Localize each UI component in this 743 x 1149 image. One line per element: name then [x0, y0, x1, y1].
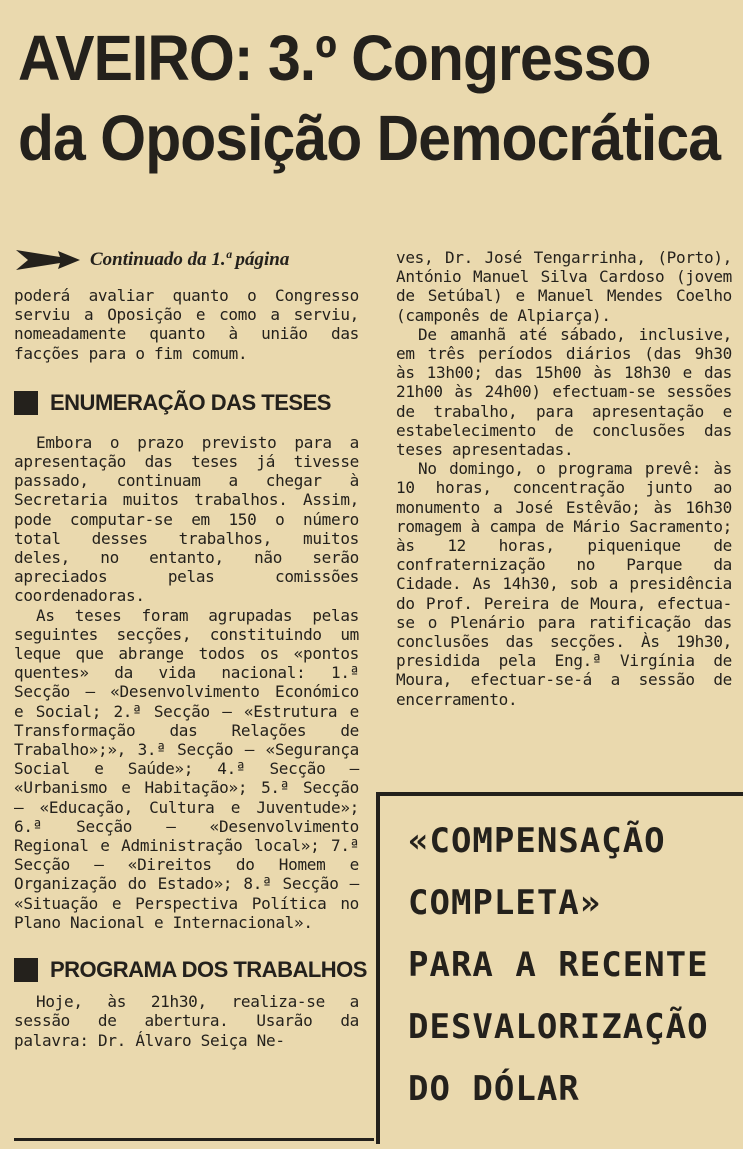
square-bullet-icon — [14, 391, 38, 415]
intro-paragraph: poderá avaliar quanto o Congresso serviu a Oposição e como a serviu, nomeadamente quanto à união das facções para o fim comum. — [14, 286, 359, 363]
section-title: ENUMERAÇÃO DAS TESES — [50, 389, 331, 415]
arrow-right-icon — [14, 247, 82, 273]
box-line-3: PARA A RECENTE — [408, 945, 709, 985]
right-paragraph-2: De amanhã até sábado, inclusive, em três períodos diários (das 9h30 às 13h00; das 15h00 às 18h30 e das 21h00 às 24h00) efectuam-se sessões de trabalho, para apresentação e estabelecimento de conclusões das teses apresentadas. — [396, 324, 732, 460]
left-column — [14, 240, 367, 1050]
theses-paragraph-2: As teses foram agrupadas pelas seguintes secções, constituindo um leque que abrange todos os «pontos quentes» da vida nacional: 1.ª Secção — «Desenvolvimento Económico e Social; 2.ª Secção — «Estrutura e Transformação das Relações de Trabalho»;», 3.ª Secção — «Segurança Social e Saúde»; 4.ª Secção — «Urbanismo e Habitação»; 5.ª Secção — «Educação, Cultura e Juventude»; 6.ª Secção — «Desenvolvimento Regional e Administração local»; 7.ª Secção — «Direitos do Homem e Organização do Estado»; 8.ª Secção — «Situação e Perspectiva Política no Plano Nacional e Internacional». — [14, 605, 359, 932]
box-line-2: COMPLETA» — [408, 883, 602, 923]
vertical-divider — [376, 792, 380, 1144]
section-heading-theses — [14, 383, 359, 423]
right-paragraph-3: No domingo, o programa prevê: às 10 horas, concentração junto ao monumento a José Estêvão; às 16h30 romagem à campa de Mário Sacramento; às 12 horas, piquenique de confraternização no Parque da Cidade. As 14h30, sob a presidência do Prof. Pereira de Moura, efectua-se o Plenário para ratificação das conclusões das secções. Às 19h30, presidida pela Eng.ª Virgínia de Moura, efectuar-se-á a sessão de encerramento. — [396, 459, 732, 709]
right-column — [396, 240, 732, 709]
program-paragraph-1: Hoje, às 21h30, realiza-se a sessão de abertura. Usarão da palavra: Dr. Álvaro Seiça Ne- — [14, 992, 359, 1050]
theses-paragraph-1: Embora o prazo previsto para a apresentação das teses já tivesse passado, continuam a chegar à Secretaria muitos trabalhos. Assim, pode computar-se em 150 o número total desses trabalhos, muitos deles, no entanto, não serão apreciados pelas comissões coordenadoras. — [14, 432, 359, 606]
square-bullet-icon — [14, 958, 38, 982]
headline — [18, 18, 721, 178]
continued-text: Continuado da 1.ª página — [90, 249, 290, 270]
section-heading-program — [14, 952, 367, 988]
section-title: PROGRAMA DOS TRABALHOS — [50, 957, 367, 983]
headline-line-1: AVEIRO: 3.º Congresso — [18, 22, 651, 94]
devaluation-box — [408, 810, 738, 1120]
box-line-4: DESVALORIZAÇÃO — [408, 1007, 709, 1047]
headline-line-2: da Oposição Democrática — [18, 102, 721, 174]
box-line-5: DO DÓLAR — [408, 1069, 580, 1109]
bottom-divider — [14, 1138, 374, 1141]
box-line-1: «COMPENSAÇÃO — [408, 821, 666, 861]
horizontal-divider — [380, 792, 743, 796]
continued-note — [14, 240, 359, 280]
right-paragraph-1: ves, Dr. José Tengarrinha, (Porto), António Manuel Silva Cardoso (jovem de Setúbal) e Manuel Mendes Coelho (camponês de Alpiarça). — [396, 248, 732, 325]
